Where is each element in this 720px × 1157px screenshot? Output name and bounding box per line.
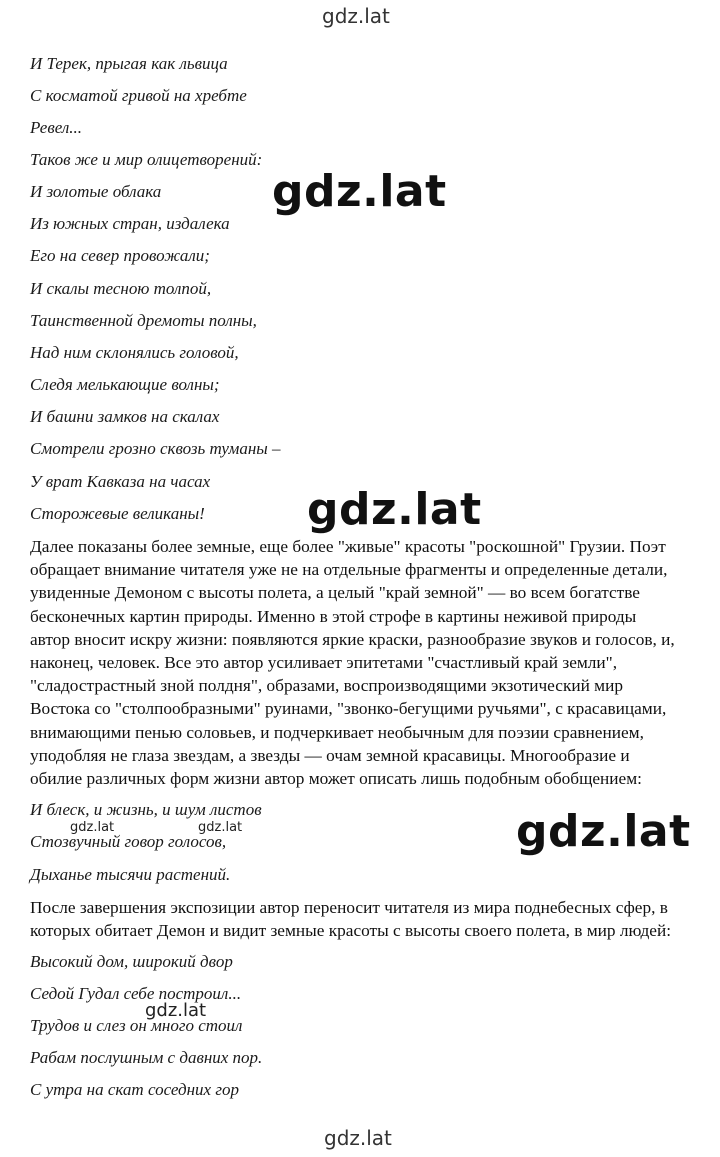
verse-line: И золотые облака [30, 182, 162, 201]
prose-paragraph [30, 896, 702, 942]
verse-line: И Терек, прыгая как львица [30, 54, 228, 73]
verse-line: Из южных стран, издалека [30, 214, 230, 233]
verse-line: И блеск, и жизнь, и шум листов [30, 800, 262, 819]
prose-line: которых обитает Демон и видит земные красоты с высоты своего полета, в мир людей: [30, 921, 672, 941]
prose-line: обилие различных форм жизни автор может описать лишь подобным обобщением: [30, 769, 642, 789]
verse-line: Седой Гудал себе построил... [30, 984, 242, 1003]
watermark-bottom: gdz.lat [324, 1126, 392, 1150]
verse-line: С утра на скат соседних гор [30, 1080, 239, 1099]
watermark-big-3: gdz.lat [516, 806, 691, 857]
watermark-big-1: gdz.lat [272, 166, 447, 217]
prose-line: обращает внимание читателя уже не на отдельные фрагменты и определенные детали, [30, 560, 668, 580]
prose-line: Востока со "столпообразными" руинами, "звонко-бегущими ручьями", с красавицами, [30, 699, 667, 719]
verse-line: У врат Кавказа на часах [30, 472, 211, 491]
verse-line: Над ним склонялись головой, [30, 343, 239, 362]
watermark-small-left: gdz.lat [70, 820, 115, 835]
watermark-top: gdz.lat [322, 4, 390, 28]
verse-line: И скалы тесною толпой, [30, 279, 212, 298]
verse-line: С косматой гривой на хребте [30, 86, 247, 105]
prose-line: уподобляя не глаза звездам, а звезды — очам земной красавицы. Многообразие и [30, 745, 630, 765]
prose-paragraph [30, 535, 702, 790]
prose-line: увиденные Демоном с высоты полета, а целый "край земной" — во всем богатстве [30, 583, 640, 603]
verse-line: Ревел... [30, 118, 82, 137]
verse-line: Таков же и мир олицетворений: [30, 150, 263, 169]
prose-line: бесконечных картин природы. Именно в этой строфе в картины неживой природы [30, 606, 637, 626]
verse-line: Сторожевые великаны! [30, 504, 205, 523]
verse-line: Стозвучный говор голосов, [30, 832, 227, 851]
prose-line: наконец, человек. Все это автор усиливает эпитетами "счастливый край земли", [30, 653, 618, 673]
prose-line: автор вносит искру жизни: появляются яркие краски, разнообразие звуков и голосов, и, [30, 629, 675, 649]
verse-line: Следя мелькающие волны; [30, 375, 220, 394]
watermark-big-2: gdz.lat [307, 484, 482, 535]
prose-line: Далее показаны более земные, еще более "живые" красоты "роскошной" Грузии. Поэт [30, 537, 666, 556]
verse-line: Дыханье тысячи растений. [30, 865, 231, 884]
verse-line: Трудов и слез он много стоил [30, 1016, 243, 1035]
prose-line: "сладострастный зной полдня", образами, воспроизводящими экзотический мир [30, 676, 623, 696]
verse-line: Высокий дом, широкий двор [30, 952, 233, 971]
watermark-mid: gdz.lat [145, 1000, 207, 1021]
verse-line: Таинственной дремоты полны, [30, 311, 257, 330]
watermark-small-right: gdz.lat [198, 820, 243, 835]
verse-line: Смотрели грозно сквозь туманы – [30, 439, 281, 458]
verse-line: И башни замков на скалах [30, 407, 220, 426]
verse-line: Его на север провожали; [30, 246, 210, 265]
verse-line: Рабам послушным с давних пор. [30, 1048, 263, 1067]
prose-line: внимающими пенью соловьев, и подчеркивает необычным для поэзии сравнением, [30, 722, 644, 742]
prose-line: После завершения экспозиции автор переносит читателя из мира поднебесных сфер, в [30, 898, 668, 917]
